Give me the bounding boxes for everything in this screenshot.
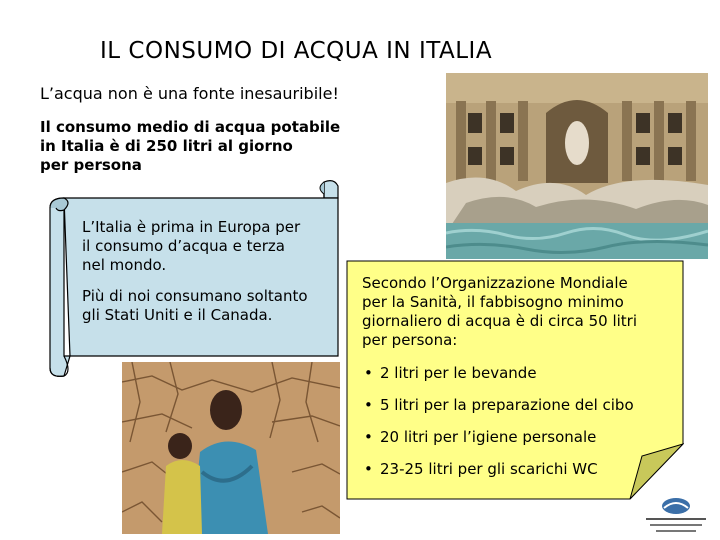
list-item-text: 2 litri per le bevande bbox=[380, 364, 537, 382]
school-logo bbox=[640, 496, 712, 536]
list-item-text: 23-25 litri per gli scarichi WC bbox=[380, 460, 598, 478]
children-dry-land-photo bbox=[122, 362, 340, 534]
bullet-icon: • bbox=[364, 460, 373, 478]
bullet-icon: • bbox=[364, 396, 373, 414]
who-requirements-note bbox=[346, 260, 684, 500]
note-intro-line: Secondo l’Organizzazione Mondiale bbox=[362, 274, 628, 292]
scroll-line: il consumo d’acqua e terza bbox=[82, 237, 285, 255]
list-item bbox=[364, 460, 680, 479]
note-intro-line: per persona: bbox=[362, 331, 458, 349]
note-intro bbox=[362, 274, 680, 350]
note-intro-line: per la Sanità, il fabbisogno minimo bbox=[362, 293, 624, 311]
scroll-line: Più di noi consumano soltanto bbox=[82, 287, 308, 305]
consumption-line: per persona bbox=[40, 156, 142, 174]
consumption-line: in Italia è di 250 litri al giorno bbox=[40, 137, 293, 155]
list-item bbox=[364, 364, 680, 383]
scroll-paragraph bbox=[82, 218, 332, 275]
scroll-line: L’Italia è prima in Europa per bbox=[82, 218, 301, 236]
note-intro-line: giornaliero di acqua è di circa 50 litri bbox=[362, 312, 638, 330]
intro-text: L’acqua non è una fonte inesauribile! bbox=[40, 84, 339, 103]
scroll-text bbox=[82, 218, 332, 337]
bullet-icon: • bbox=[364, 364, 373, 382]
requirements-list bbox=[362, 364, 680, 479]
list-item bbox=[364, 396, 680, 415]
bullet-icon: • bbox=[364, 428, 373, 446]
scroll-paragraph bbox=[82, 287, 332, 325]
info-scroll bbox=[30, 178, 350, 378]
list-item-text: 5 litri per la preparazione del cibo bbox=[380, 396, 634, 414]
list-item-text: 20 litri per l’igiene personale bbox=[380, 428, 597, 446]
scroll-line: nel mondo. bbox=[82, 256, 167, 274]
consumption-line: Il consumo medio di acqua potabile bbox=[40, 118, 341, 136]
page-title: IL CONSUMO DI ACQUA IN ITALIA bbox=[100, 38, 493, 64]
scroll-line: gli Stati Uniti e il Canada. bbox=[82, 306, 273, 324]
trevi-fountain-photo bbox=[446, 73, 708, 259]
list-item bbox=[364, 428, 680, 447]
consumption-statement bbox=[40, 118, 360, 175]
note-text bbox=[362, 274, 680, 492]
